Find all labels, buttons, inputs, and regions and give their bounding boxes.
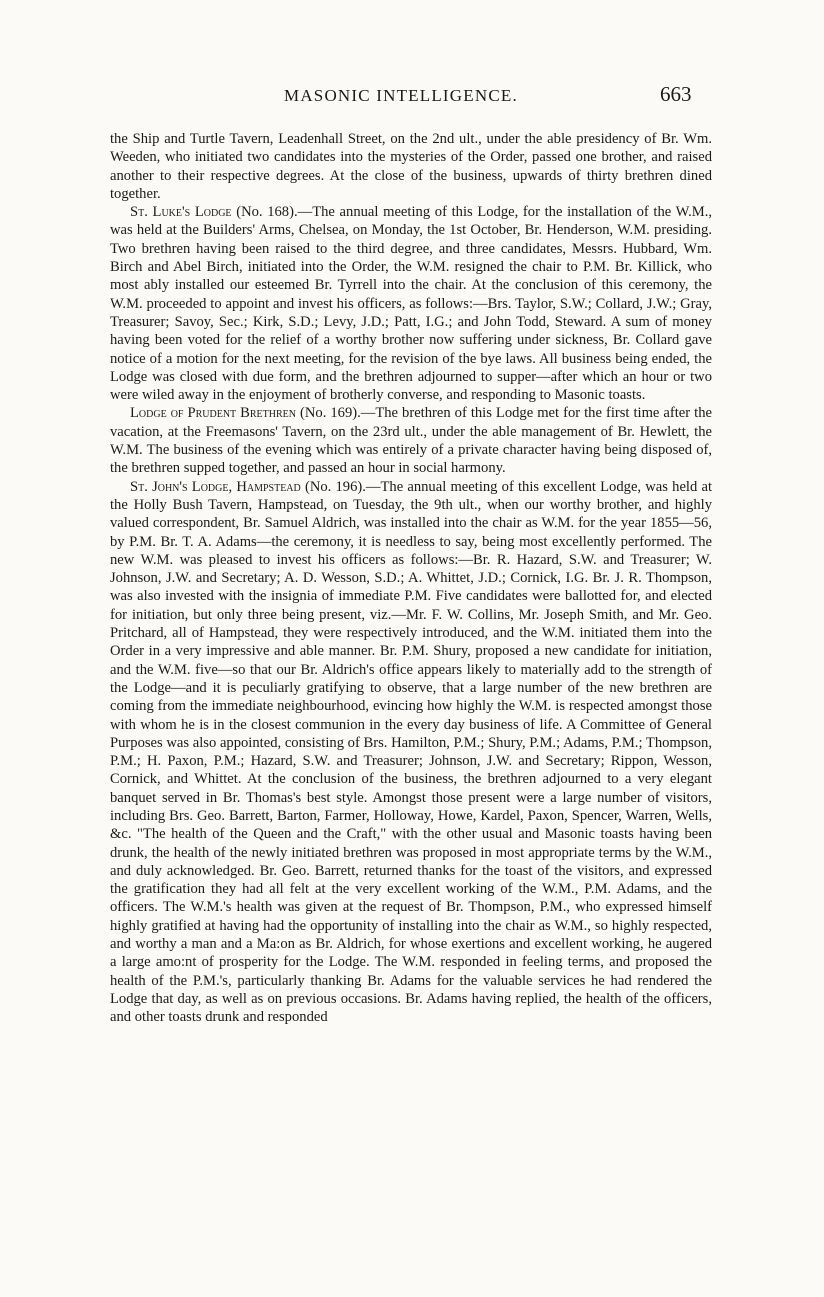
paragraph-st-lukes-lodge <box>110 203 712 404</box>
paragraph-text: (No. 196).—The annual meeting of this excellent Lodge, was held at the Holly Bush Tavern, Hampstead, on Tuesday, the 9th ult., when our worthy brother, and highly valued correspondent, Br. Samuel Aldrich, was installed into the chair as W.M. for the year 1855—56, by P.M. Br. T. A. Adams—the ceremony, it is needless to say, being most excellently performed. The new W.M. was pleased to invest his officers as follows:—Br. R. Hazard, S.W. and Treasurer; W. Johnson, J.W. and Secretary; A. D. Wesson, S.D.; A. Whittet, J.D.; Cornick, I.G. Br. J. R. Thompson, was also invested with the insignia of immediate P.M. Five candidates were ballotted for, and elected for initiation, but only three being present, viz.—Mr. F. W. Collins, Mr. Joseph Smith, and Mr. Geo. Pritchard, all of Hampstead, they were respectively introduced, and the W.M. initiated them into the Order in a very impressive and able manner. Br. P.M. Shury, proposed a new candidate for initiation, and the W.M. five—so that our Br. Aldrich's office appears likely to materially add to the strength of the Lodge—and it is peculiarly gratifying to observe, that a large number of the new brethren are coming from the immediate neighbourhood, evincing how highly the W.M. is respected amongst those with whom he is in the closest communion in the every day business of life. A Committee of General Purposes was also appointed, consisting of Brs. Hamilton, P.M.; Shury, P.M.; Adams, P.M.; Thompson, P.M.; H. Paxon, P.M.; Hazard, S.W. and Treasurer; Johnson, J.W. and Secretary; Rippon, Wesson, Cornick, and Whittet. At the conclusion of the business, the brethren adjourned to a very elegant banquet served in Br. Thomas's best style. Amongst those present were a large number of visitors, including Brs. Geo. Barrett, Barton, Farmer, Holloway, Howe, Kardel, Paxon, Spencer, Warren, Wells, &c. "The health of the Queen and the Craft," with the other usual and Masonic toasts having been drunk, the health of the newly initiated brethren was proposed in most appropriate terms by the W.M., and duly acknowledged. Br. Geo. Barrett, returned thanks for the toast of the visitors, and expressed the gratification they had all felt at the very excellent working of the W.M., P.M. Adams, and the officers. The W.M.'s health was given at the request of Br. Thompson, P.M., who expressed himself highly gratified at having had the opportunity of installing into the chair as W.M., so highly respected, and worthy a man and a Ma:on as Br. Aldrich, for whose exertions and excellent working, he augered a large amo:nt of prosperity for the Lodge. The W.M. responded in feeling terms, and proposed the health of the P.M.'s, particularly thanking Br. Adams for the valuable services he had rendered the Lodge that day, as well as on previous occasions. Br. Adams having replied, the health of the officers, and other toasts drunk and responded <box>110 478 712 1026</box>
paragraph-st-johns-lodge <box>110 478 712 1027</box>
lodge-heading: St. John's Lodge, Hampstead <box>130 478 301 495</box>
paragraph-prudent-brethren <box>110 404 712 477</box>
page-number: 663 <box>660 82 692 106</box>
lodge-heading: St. Luke's Lodge <box>130 204 232 221</box>
lodge-heading: Lodge of Prudent Brethren <box>130 405 296 422</box>
paragraph-text: (No. 169).—The brethren of this Lodge met for the first time after the vacation, at the Freemasons' Tavern, on the 23rd ult., under the able management of Br. Hewlett, the W.M. The business of the evening which was entirely of a private character having being disposed of, the brethren supped together, and passed an hour in social harmony. <box>110 405 712 477</box>
article-body <box>110 130 712 1027</box>
paragraph-text: the Ship and Turtle Tavern, Leadenhall Street, on the 2nd ult., under the able presidency of Br. Wm. Weeden, who initiated two candidates into the mysteries of the Order, passed one brother, and raised another to their respective degrees. At the close of the business, upwards of thirty brethren dined together. <box>110 131 712 202</box>
paragraph-text: (No. 168).—The annual meeting of this Lodge, for the installation of the W.M., was held at the Builders' Arms, Chelsea, on Monday, the 1st October, Br. Henderson, W.M. presiding. Two brethren having been raised to the third degree, and three candidates, Messrs. Hubbard, Wm. Birch and Abel Birch, initiated into the Order, the W.M. resigned the chair to P.M. Br. Killick, who most ably installed our esteemed Br. Tyrrell into the chair. At the conclusion of this ceremony, the W.M. proceeded to appoint and invest his officers, as follows:—Brs. Taylor, S.W.; Collard, J.W.; Gray, Treasurer; Savoy, Sec.; Kirk, S.D.; Levy, J.D.; Patt, I.G.; and John Todd, Steward. A sum of money having been voted for the relief of a worthy brother now suffering under sickness, Br. Collard gave notice of a motion for the next meeting, for the revision of the bye laws. All business being ended, the Lodge was closed with due form, and the brethren adjourned to supper—after which an hour or two were wiled away in the enjoyment of brotherly converse, and responding to Masonic toasts. <box>110 204 712 404</box>
paragraph-ship-and-turtle <box>110 130 712 203</box>
running-head: MASONIC INTELLIGENCE. <box>284 86 518 105</box>
